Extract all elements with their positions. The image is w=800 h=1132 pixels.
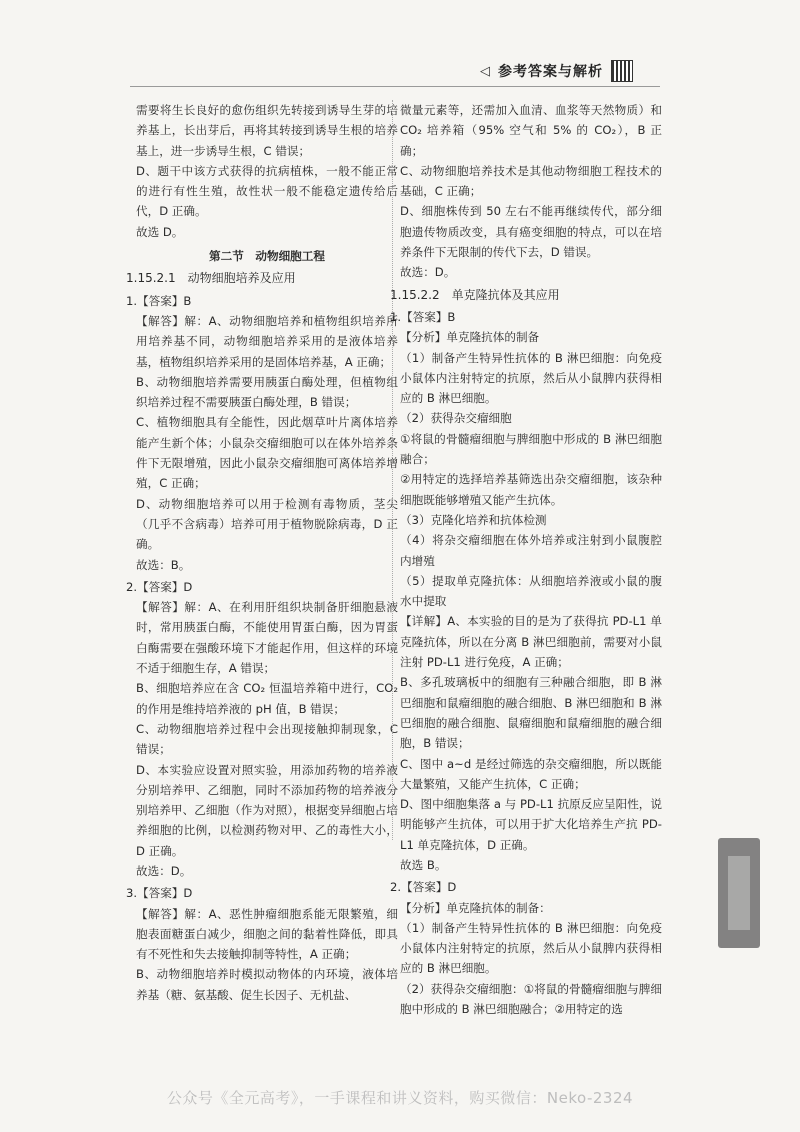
right-paragraph: （2）获得杂交瘤细胞 [400,411,512,426]
left-paragraph: 【解答】解：A、恶性肿瘤细胞系能无限繁殖，细胞表面糖蛋白减少，细胞之间的黏着性降低，即具有不死性和失去接触抑制等特性，A 正确； [136,906,398,962]
left-paragraph: B、动物细胞培养时模拟动物体的内环境，液体培养基（糖、氨基酸、促生长因子、无机盐、 [136,967,398,1002]
right-paragraph: （5）提取单克隆抗体：从细胞培养液或小鼠的腹水中提取 [400,573,662,609]
right-paragraph: 微量元素等，还需加入血清、血浆等天然物质）和 CO₂ 培养箱（95% 空气和 5% 的 CO₂），B 正确； [400,103,662,158]
right-paragraph: D、细胞株传到 50 左右不能再继续传代，部分细胞遗传物质改变，具有癌变细胞的特点，可以在培养条件下无限制的传代下去，D 错误。 [400,204,662,260]
watermark-text: 公众号《全元高考》，一手课程和讲义资料，购买微信：Neko-2324 [166,1089,634,1107]
column-divider [392,100,393,840]
right-paragraph: D、图中细胞集落 a 与 PD-L1 抗原反应呈阳性，说明能够产生抗体，可以用于扩大化培养生产抗 PD-L1 单克隆抗体，D 正确。 [400,797,662,852]
back-triangle-icon: ◁ [480,63,490,79]
left-paragraph: 故选：D。 [136,863,192,878]
right-paragraph: 【分析】单克隆抗体的制备 [400,330,540,345]
right-paragraph: （1）制备产生特异性抗体的 B 淋巴细胞：向免疫小鼠体内注射特定的抗原，然后从小鼠脾内获得相应的 B 淋巴细胞。 [400,920,662,976]
right-paragraph: ①将鼠的骨髓瘤细胞与脾细胞中形成的 B 淋巴细胞融合； [400,431,662,467]
right-paragraph: 【分析】单克隆抗体的制备： [400,900,551,915]
right-paragraph: B、多孔玻璃板中的细胞有三种融合细胞，即 B 淋巴细胞和鼠瘤细胞的融合细胞、B 淋巴细胞和 B 淋巴细胞的融合细胞、鼠瘤细胞和鼠瘤细胞的融合细胞，B 错误； [400,675,662,751]
right-column [390,100,662,1019]
right-paragraph: （2）获得杂交瘤细胞：①将鼠的骨髓瘤细胞与脾细胞中形成的 B 淋巴细胞融合；②用特定的选 [400,981,662,1017]
left-column [126,100,398,1005]
left-paragraph: 【解答】解：A、在利用肝组织块制备肝细胞悬液时，常用胰蛋白酶，不能使用胃蛋白酶，因为胃蛋白酶需要在强酸环境下才能起作用，但这样的环境不适于细胞生存，A 错误； [136,600,398,676]
left-paragraph: 故选：B。 [136,557,191,572]
right-paragraph: （1）制备产生特异性抗体的 B 淋巴细胞：向免疫小鼠体内注射特定的抗原，然后从小鼠脾内获得相应的 B 淋巴细胞。 [400,350,662,406]
right-paragraph: （3）克隆化培养和抗体检测 [400,512,547,527]
right-paragraph: 【详解】A、本实验的目的是为了获得抗 PD-L1 单克隆抗体，所以在分离 B 淋巴细胞前，需要对小鼠注射 PD-L1 进行免疫，A 正确； [400,614,662,670]
left-paragraph: D、本实验应设置对照实验，用添加药物的培养液分别培养甲、乙细胞，同时不添加药物的培养液分别培养甲、乙细胞（作为对照），根据变异细胞占培养细胞的比例，以检测药物对甲、乙的毒性大小，D 正确。 [136,762,398,858]
left-paragraph: B、动物细胞培养需要用胰蛋白酶处理，但植物组织培养过程不需要胰蛋白酶处理，B 错误； [136,374,398,410]
header-divider [130,86,660,87]
right-paragraph: 故选 B。 [400,857,447,872]
right-paragraph: 2.【答案】D [390,880,457,895]
left-paragraph: C、植物细胞具有全能性，因此烟草叶片离体培养能产生新个体；小鼠杂交瘤细胞可以在体外培养条件下无限增殖，因此小鼠杂交瘤细胞可离体培养增殖，C 正确； [136,415,398,491]
right-paragraph: C、动物细胞培养技术是其他动物细胞工程技术的基础，C 正确； [400,163,662,199]
right-paragraph: 故选：D。 [400,265,456,280]
left-paragraph: 2.【答案】D [126,579,193,594]
qr-code-icon [611,60,633,82]
left-paragraph: 第二节 动物细胞工程 [209,249,325,264]
right-paragraph: ②用特定的选择培养基筛选出杂交瘤细胞，该杂种细胞既能够增殖又能产生抗体。 [400,472,662,507]
left-paragraph: D、动物细胞培养可以用于检测有毒物质，茎尖（几乎不含病毒）培养可用于植物脱除病毒，D 正确。 [136,496,398,552]
right-paragraph: 1.【答案】B [390,309,456,324]
right-paragraph: C、图中 a~d 是经过筛选的杂交瘤细胞，所以既能大量繁殖，又能产生抗体，C 正确； [400,756,662,791]
side-tab [718,838,760,948]
page-header [480,58,690,84]
left-paragraph: C、动物细胞培养过程中会出现接触抑制现象，C 错误； [136,721,398,757]
left-paragraph: 1.15.2.1 动物细胞培养及应用 [126,271,296,286]
right-paragraph: （4）将杂交瘤细胞在体外培养或注射到小鼠腹腔内增殖 [400,533,662,568]
left-paragraph: D、题干中该方式获得的抗病植株，一般不能正常的进行有性生殖，故性状一般不能稳定遗传给后代，D 正确。 [136,163,398,219]
left-paragraph: 3.【答案】D [126,886,193,901]
left-paragraph: 1.【答案】B [126,293,192,308]
left-paragraph: 故选 D。 [136,224,184,239]
header-title: 参考答案与解析 [498,64,603,80]
left-paragraph: 需要将生长良好的愈伤组织先转接到诱导生芽的培养基上，长出芽后，再将其转接到诱导生根的培养基上，进一步诱导生根，C 错误； [136,103,398,158]
left-paragraph: 【解答】解：A、动物细胞培养和植物组织培养所用培养基不同，动物细胞培养采用的是液体培养基，植物组织培养采用的是固体培养基，A 正确； [136,313,398,369]
left-paragraph: B、细胞培养应在含 CO₂ 恒温培养箱中进行，CO₂ 的作用是维持培养液的 pH 值，B 错误； [136,681,398,716]
right-paragraph: 1.15.2.2 单克隆抗体及其应用 [390,287,560,302]
